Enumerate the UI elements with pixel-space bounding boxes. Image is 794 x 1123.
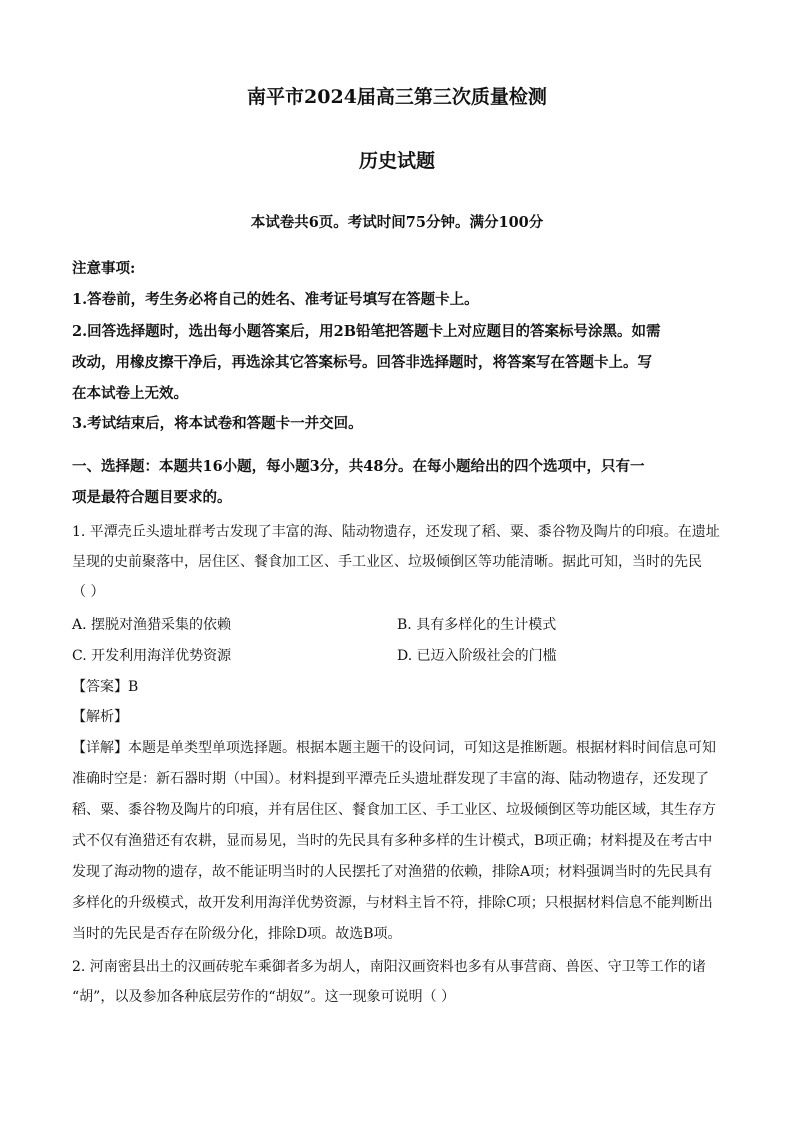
question-1-option-b: B. 具有多样化的生计模式 xyxy=(397,617,557,633)
notice-item-3: 3.考试结束后，将本试卷和答题卡一并交回。 xyxy=(72,415,363,432)
question-2-stem-line-2: “胡”，以及参加各种底层劳作的“胡奴”。这一现象可说明（ ） xyxy=(72,989,456,1005)
section-heading-line-1: 一、选择题：本题共16小题，每小题3分，共48分。在每小题给出的四个选项中，只有一 xyxy=(72,458,645,475)
question-1-option-a: A. 摆脱对渔猎采集的依赖 xyxy=(72,617,232,633)
question-1-detail-line-4: 式不仅有渔猎还有农耕，显而易见，当时的先民具有多种多样的生计模式，B项正确；材料提及在考古中 xyxy=(72,833,713,849)
question-1-option-d: D. 已迈入阶级社会的门槛 xyxy=(397,648,557,664)
exam-title: 南平市2024届高三第三次质量检测 xyxy=(247,86,547,108)
question-1-option-c: C. 开发利用海洋优势资源 xyxy=(72,648,232,664)
notice-heading: 注意事项: xyxy=(72,260,136,277)
question-1-answer: 【答案】B xyxy=(72,679,139,695)
question-1-stem-line-2: 呈现的史前聚落中，居住区、餐食加工区、手工业区、垃圾倾倒区等功能清晰。据此可知，当时的先民 xyxy=(72,554,702,570)
question-1-detail-line-6: 多样化的升级模式，故开发利用海洋优势资源，与材料主旨不符，排除C项；只根据材料信息不能判断出 xyxy=(72,895,713,911)
question-1-stem-line-3: （ ） xyxy=(72,584,105,600)
notice-item-1: 1.答卷前，考生务必将自己的姓名、准考证号填写在答题卡上。 xyxy=(72,291,479,308)
subject-title: 历史试题 xyxy=(358,150,435,172)
notice-item-2-line-1: 2.回答选择题时，选出每小题答案后，用2B铅笔把答题卡上对应题目的答案标号涂黑。如需 xyxy=(72,323,661,340)
question-1-stem-line-1: 1. 平潭壳丘头遗址群考古发现了丰富的海、陆动物遗存，还发现了稻、粟、黍谷物及陶片的印痕。在遗址 xyxy=(72,524,720,540)
question-2-stem-line-1: 2. 河南密县出土的汉画砖驼车乘御者多为胡人，南阳汉画资料也多有从事营商、兽医、守卫等工作的诸 xyxy=(72,959,706,975)
section-heading-line-2: 项是最符合题目要求的。 xyxy=(72,489,232,506)
question-1-detail-line-5: 发现了海动物的遗存，故不能证明当时的人民摆托了对渔猎的依赖，排除A项；材料强调当时的先民具有 xyxy=(72,864,713,880)
notice-item-2-line-3: 在本试卷上无效。 xyxy=(72,385,188,402)
question-1-detail-line-3: 稻、粟、黍谷物及陶片的印痕，并有居住区、餐食加工区、手工业区、垃圾倾倒区等功能区域，其生存方 xyxy=(72,802,716,818)
question-1-analysis-label: 【解析】 xyxy=(72,709,128,725)
question-1-detail-line-7: 当时的先民是否存在阶级分化，排除D项。故选B项。 xyxy=(72,926,402,942)
exam-info: 本试卷共6页。考试时间75分钟。满分100分 xyxy=(250,214,544,231)
question-1-detail-line-1: 【详解】本题是单类型单项选择题。根据本题主题干的设问词，可知这是推断题。根据材料时间信息可知 xyxy=(72,740,716,756)
question-1-detail-line-2: 准确时空是：新石器时期（中国）。材料提到平潭壳丘头遗址群发现了丰富的海、陆动物遗存，还发现了 xyxy=(72,771,709,787)
notice-item-2-line-2: 改动，用橡皮擦干净后，再选涂其它答案标号。回答非选择题时，将答案写在答题卡上。写 xyxy=(72,354,652,371)
